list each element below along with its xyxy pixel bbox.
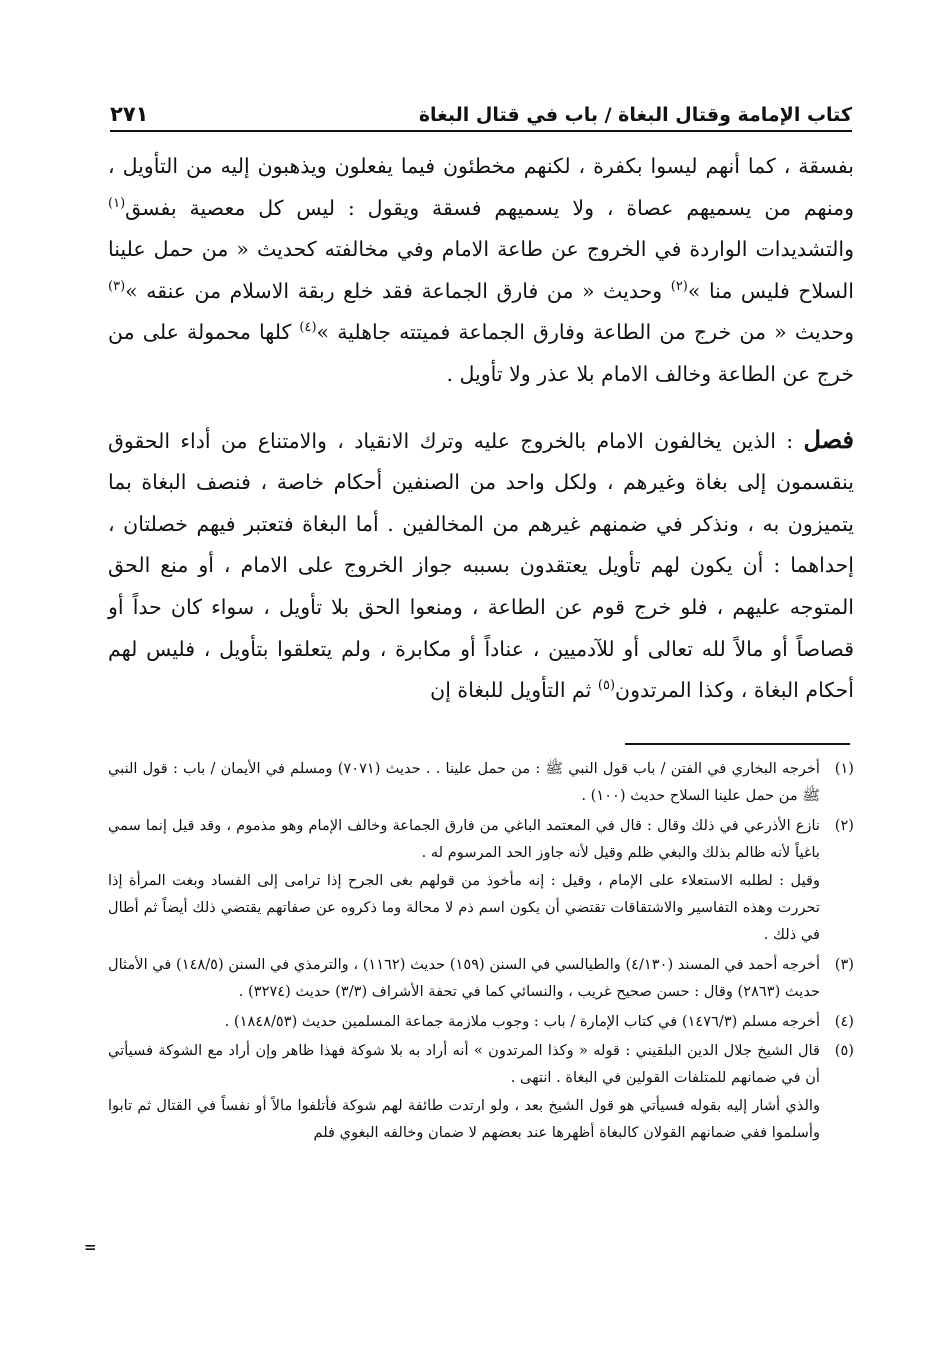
footnote-separator (625, 743, 850, 745)
footnote (108, 755, 854, 810)
header-rule (110, 130, 852, 132)
section-heading-word: فصل (803, 424, 854, 454)
para1-seg-4: وحديث « من فارق الجماعة فقد خلع ربقة الاسلام من عنقه » (125, 278, 671, 303)
footnote-ref-4: (٤) (299, 320, 317, 336)
footnote-number: (٥) (834, 1042, 854, 1060)
footnote-text: أخرجه مسلم (١٤٧٦/٣) في كتاب الإمارة / باب : وجوب ملازمة جماعة المسلمين حديث (١٨٤٨/٥٣) . (224, 1012, 820, 1030)
para1-seg-6: وحديث « من خرج من الطاعة وفارق الجماعة فميتته جاهلية » (316, 320, 854, 345)
footnote-text: أخرجه البخاري في الفتن / باب قول النبي ﷺ : من حمل علينا . . حديث (٧٠٧١) ومسلم في الأيمان / باب : قول النبي ﷺ من حمل علينا السلاح حديث (١٠٠) . (108, 760, 820, 805)
footnote-text: قال الشيخ جلال الدين البلقيني : قوله « وكذا المرتدون » أنه أراد به بلا شوكة فهذا ظاهر وإن أراد مع الشوكة فسيأتي أن في ضمانهم للمتلفات القولين في البغاة . انتهى . (108, 1042, 820, 1087)
continuation-mark: = (84, 1238, 97, 1256)
paragraph-2 (108, 419, 854, 712)
footnote (108, 1037, 854, 1147)
footnotes (108, 755, 854, 1147)
page-number: ٢٧١ (110, 102, 149, 126)
main-text (108, 146, 854, 712)
footnote-text: نازع الأذرعي في ذلك وقال : قال في المعتمد الباغي من فارق الجماعة وخالف الإمام وهو مذموم ، وقد قيل إنما سمي باغياً لأنه ظالم بذلك والبغي ظلم وقيل لأنه جاوز الحد المرسوم له . (108, 816, 820, 862)
footnote-ref-5: (٥) (597, 678, 616, 694)
page-header (110, 86, 852, 126)
para2-seg-a: : الذين يخالفون الامام بالخروج عليه وترك الانقياد ، والامتناع من أداء الحقوق ينقسمون إلى بغاة وغيرهم ، ولكل واحد من الصنفين أحكام خاصة ، فنصف البغاة بما يتميزون به ، ونذكر في ضمنهم غيرهم من المخالفين . أما البغاة فتعتبر فيهم خصلتان ، إحداهما : أن يكون لهم تأويل يعتقدون بسببه جواز الخروج على الامام ، أو منع الحق المتوجه عليهم ، فلو خرج قوم عن الطاعة ، ومنعوا الحق بلا تأويل ، سواء كان حداً أو قصاصاً أو مالاً لله تعالى أو للآدميين ، عناداً أو مكابرة ، ولم يتعلقوا بتأويل ، فليس لهم أحكام البغاة ، وكذا المرتدون (108, 428, 854, 703)
footnote-number: (٣) (834, 955, 854, 973)
footnote (108, 1008, 854, 1035)
footnote-ref-2: (٢) (670, 278, 688, 294)
footnote-ref-3: (٣) (108, 278, 126, 294)
footnote (108, 951, 854, 1006)
footnote-number: (٢) (834, 816, 854, 834)
footnote-number: (١) (834, 760, 854, 777)
running-title: كتاب الإمامة وقتال البغاة / باب في قتال البغاة (418, 104, 852, 126)
footnote-text: أخرجه أحمد في المسند (٤/١٣٠) والطيالسي في السنن (١٥٩) حديث (١١٦٢) ، والترمذي في السنن (١٤٨/٥) في الأمثال حديث (٢٨٦٣) وقال : حسن صحيح غريب ، والنسائي كما في تحفة الأشراف (٣/٣) حديث (٣٢٧٤) . (107, 955, 820, 1001)
footnote-text: وقيل : لطلبه الاستعلاء على الإمام ، وقيل : إنه مأخوذ من قولهم بغى الجرح إذا ترامى إلى الفساد وبغت المرأة إذا تحررت وهذه التفاسير والاشتقاقات تقتضي أن يكون اسم ذم لا محالة وما ذكروه عن صفاتهم يقتضي ذلك أيضاً ثم أطال في ذلك . (108, 871, 820, 944)
paragraph-1 (108, 146, 854, 396)
para1-seg-8: كلها محمولة على من خرج عن الطاعة وخالف الامام بلا عذر ولا تأويل . (108, 320, 854, 386)
footnote-ref-1: (١) (108, 195, 126, 211)
footnote-number: (٤) (834, 1012, 854, 1030)
para1-seg-0: بفسقة ، كما أنهم ليسوا بكفرة ، لكنهم مخطئون فيما يفعلون ويذهبون إليه من التأويل ، ومنهم من يسميهم عصاة ، ولا يسميهم فسقة ويقول : ليس كل معصية بفسق (108, 154, 854, 220)
para1-seg-2: والتشديدات الواردة في الخروج عن طاعة الامام وفي مخالفته كحديث « من حمل علينا السلاح فليس منا » (108, 237, 855, 303)
footnote (108, 812, 854, 949)
para2-seg-b: ثم التأويل للبغاة إن (430, 678, 598, 703)
footnote-text: والذي أشار إليه بقوله فسيأتي هو قول الشيخ بعد ، ولو ارتدت طائفة لهم شوكة فأتلفوا مالاً أو نفساً في القتال ثم تابوا وأسلموا ففي ضمانهم القولان كالبغاة أظهرها عند بعضهم لا ضمان وخالفه البغوي فلم (108, 1096, 820, 1142)
